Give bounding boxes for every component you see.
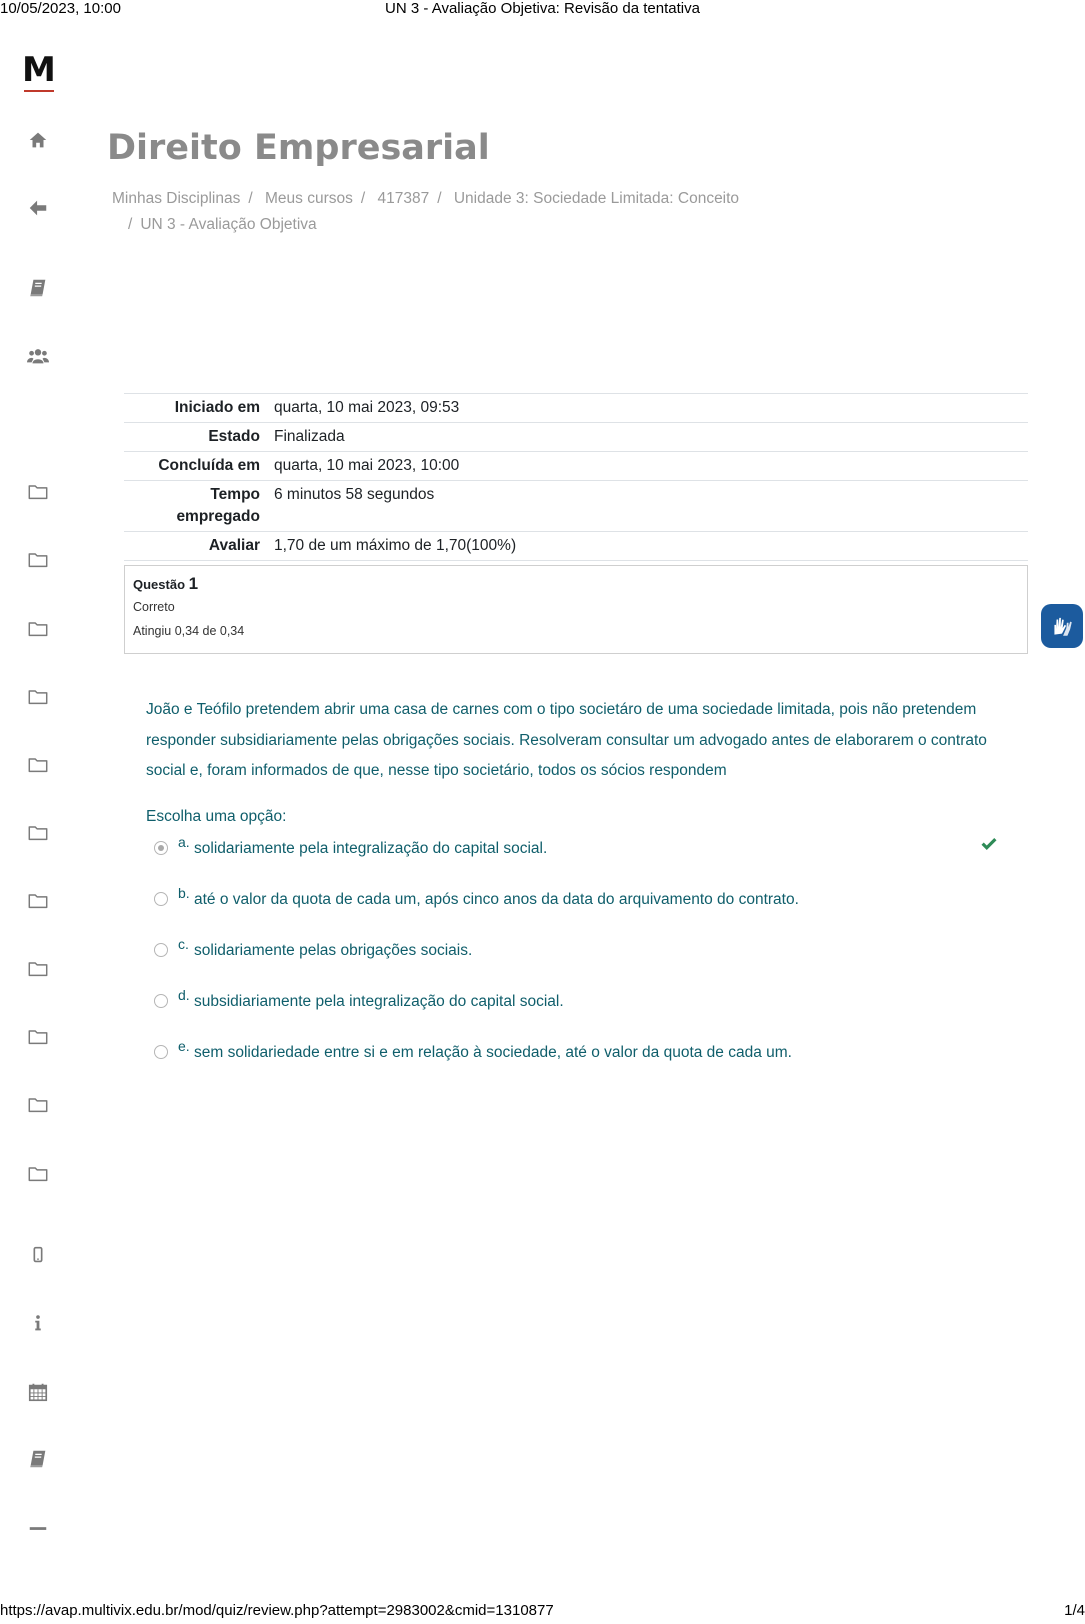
answer-option-b[interactable] <box>154 885 1004 911</box>
question-text: João e Teófilo pretendem abrir uma casa de carnes com o tipo societáro de uma sociedade limitada, pois não pretendem responder subsidiariamente pelas obrigações sociais. Resolveram consultar um advogado antes de elaborarem o contrato social e, foram informados de que, nesse tipo societário, todos os sócios respondem <box>146 701 987 779</box>
table-row <box>124 452 1028 481</box>
summary-label: Concluída em <box>158 457 260 474</box>
question-grade: Atingiu 0,34 de 0,34 <box>133 624 245 638</box>
summary-value: Finalizada <box>274 428 345 445</box>
breadcrumb-item[interactable]: Meus cursos <box>264 190 353 207</box>
summary-value: quarta, 10 mai 2023, 10:00 <box>274 457 460 474</box>
breadcrumb-item[interactable]: Minhas Disciplinas <box>112 190 241 207</box>
print-datetime: 10/05/2023, 10:00 <box>0 0 121 17</box>
logo-underline <box>24 90 54 92</box>
answer-option-a[interactable] <box>154 834 1004 860</box>
table-row <box>124 394 1028 423</box>
table-row <box>124 423 1028 452</box>
breadcrumb-separator: / <box>248 190 253 207</box>
answer-text: solidariamente pelas obrigações sociais. <box>194 942 473 959</box>
breadcrumb-separator: / <box>128 216 133 233</box>
site-logo[interactable]: M <box>22 50 54 90</box>
course-title: Direito Empresarial <box>107 128 490 168</box>
answer-letter: d. <box>178 987 190 1003</box>
calendar-icon[interactable] <box>26 1380 50 1404</box>
back-arrow-icon[interactable] <box>26 196 50 220</box>
breadcrumb-separator: / <box>360 190 366 207</box>
folder-icon[interactable] <box>26 1025 50 1049</box>
answer-radio[interactable] <box>154 1045 168 1059</box>
answer-option-d[interactable] <box>154 987 1004 1013</box>
home-icon[interactable] <box>26 128 50 152</box>
summary-label: Avaliar <box>208 537 260 554</box>
answer-radio[interactable] <box>154 841 168 855</box>
folder-icon[interactable] <box>26 1162 50 1186</box>
answer-option-e[interactable] <box>154 1038 1004 1064</box>
answer-radio[interactable] <box>154 892 168 906</box>
breadcrumb-item[interactable]: Unidade 3: Sociedade Limitada: Conceito <box>453 190 740 207</box>
summary-value: quarta, 10 mai 2023, 09:53 <box>274 399 460 416</box>
answer-option-c[interactable] <box>154 936 1004 962</box>
sidebar <box>0 40 78 1600</box>
summary-label: Estado <box>208 428 260 445</box>
question-info <box>124 565 1028 654</box>
hands-icon <box>1049 613 1075 639</box>
folder-icon[interactable] <box>26 753 50 777</box>
breadcrumb <box>112 186 812 238</box>
answer-prompt: Escolha uma opção: <box>146 808 287 825</box>
folder-icon[interactable] <box>26 480 50 504</box>
answer-text: solidariamente pela integralização do capital social. <box>194 840 548 857</box>
table-row <box>124 532 1028 561</box>
question-label: Questão <box>133 577 186 592</box>
folder-icon[interactable] <box>26 548 50 572</box>
correct-check-icon <box>980 835 998 853</box>
sign-language-accessibility-button[interactable] <box>1041 604 1083 648</box>
breadcrumb-separator: / <box>437 190 442 207</box>
folder-icon[interactable] <box>26 685 50 709</box>
folder-icon[interactable] <box>26 889 50 913</box>
answer-radio[interactable] <box>154 994 168 1008</box>
print-footer <box>0 1602 1085 1622</box>
question-state: Correto <box>133 600 175 614</box>
breadcrumb-item[interactable]: UN 3 - Avaliação Objetiva <box>140 216 317 233</box>
folder-icon[interactable] <box>26 1093 50 1117</box>
summary-value: 1,70 de um máximo de 1,70(100%) <box>274 537 517 554</box>
summary-label: Tempo empregado <box>176 486 260 525</box>
print-title: UN 3 - Avaliação Objetiva: Revisão da tentativa <box>385 0 700 17</box>
attempt-summary-table <box>124 393 1028 561</box>
answer-text: até o valor da quota de cada um, após cinco anos da data do arquivamento do contrato. <box>194 891 799 908</box>
folder-icon[interactable] <box>26 957 50 981</box>
question-number-value: 1 <box>188 574 199 593</box>
answer-letter: c. <box>178 936 189 952</box>
answer-text: subsidiariamente pela integralização do capital social. <box>194 993 564 1010</box>
minus-icon[interactable] <box>26 1517 50 1541</box>
print-header <box>0 0 1085 20</box>
answer-letter: a. <box>178 834 190 850</box>
book-icon[interactable] <box>26 1447 50 1471</box>
folder-icon[interactable] <box>26 821 50 845</box>
book-icon[interactable] <box>26 276 50 300</box>
users-icon[interactable] <box>26 344 50 368</box>
summary-label: Iniciado em <box>174 399 260 416</box>
breadcrumb-item[interactable]: 417387 <box>377 190 430 207</box>
info-icon[interactable] <box>26 1311 50 1335</box>
answer-radio[interactable] <box>154 943 168 957</box>
folder-icon[interactable] <box>26 617 50 641</box>
print-url: https://avap.multivix.edu.br/mod/quiz/review.php?attempt=2983002&cmid=1310877 <box>0 1602 554 1619</box>
print-page-number: 1/4 <box>1064 1602 1085 1619</box>
answer-letter: b. <box>178 885 190 901</box>
summary-value: 6 minutos 58 segundos <box>274 486 435 503</box>
mobile-icon[interactable] <box>26 1243 50 1267</box>
table-row <box>124 481 1028 532</box>
answer-text: sem solidariedade entre si e em relação à sociedade, até o valor da quota de cada um. <box>194 1044 792 1061</box>
answer-letter: e. <box>178 1038 190 1054</box>
question-number <box>133 574 1019 594</box>
